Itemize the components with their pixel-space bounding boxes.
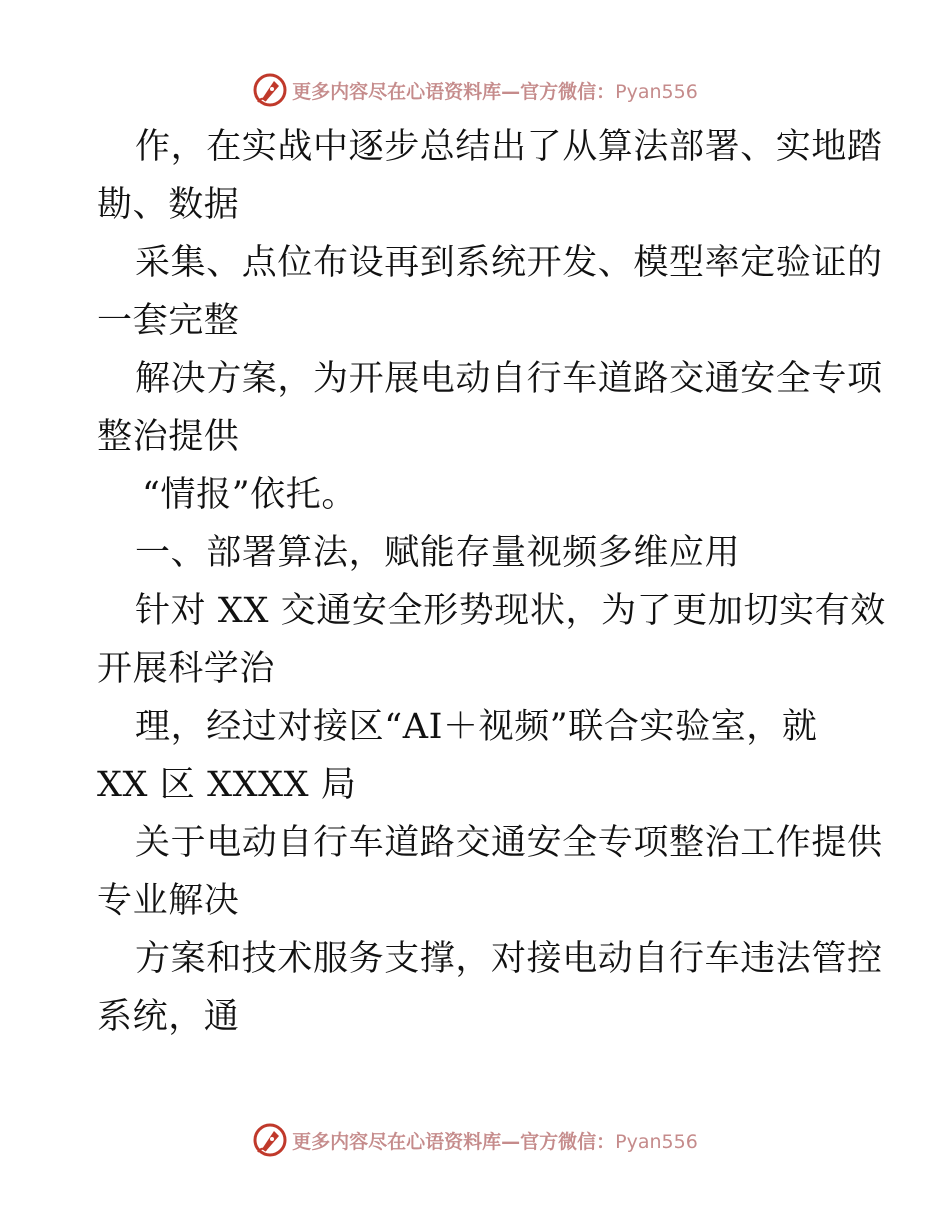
header-watermark	[0, 72, 950, 108]
body-line: 针对 XX 交通安全形势现状，为了更加切实有效	[135, 591, 886, 631]
watermark-text: 更多内容尽在心语资料库—官方微信：	[292, 80, 616, 103]
body-line: 开展科学治	[97, 649, 276, 689]
body-line: 勘、数据	[97, 185, 240, 225]
body-line: 整治提供	[97, 417, 240, 457]
pen-nib-circle-icon	[252, 1122, 288, 1158]
body-line: XX 区 XXXX 局	[97, 765, 357, 805]
body-line: 解决方案，为开展电动自行车道路交通安全专项	[135, 359, 883, 399]
body-line: 专业解决	[97, 881, 240, 921]
body-line: 方案和技术服务支撑，对接电动自行车违法管控	[135, 939, 883, 979]
body-line: 作，在实战中逐步总结出了从算法部署、实地踏	[135, 127, 883, 167]
watermark-wechat-id: Pyan556	[615, 80, 698, 103]
body-line: 关于电动自行车道路交通安全专项整治工作提供	[135, 823, 883, 863]
section-heading: 一、部署算法，赋能存量视频多维应用	[135, 533, 741, 573]
footer-watermark	[0, 1122, 950, 1158]
body-line: “情报”依托。	[142, 475, 357, 515]
body-line: 系统，通	[97, 997, 240, 1037]
watermark-wechat-id: Pyan556	[615, 1130, 698, 1153]
body-line: 采集、点位布设再到系统开发、模型率定验证的	[135, 243, 883, 283]
watermark-text: 更多内容尽在心语资料库—官方微信：	[292, 1130, 616, 1153]
body-line: 一套完整	[97, 301, 240, 341]
body-line: 理，经过对接区“AI＋视频”联合实验室，就	[135, 707, 818, 747]
pen-nib-circle-icon	[252, 72, 288, 108]
